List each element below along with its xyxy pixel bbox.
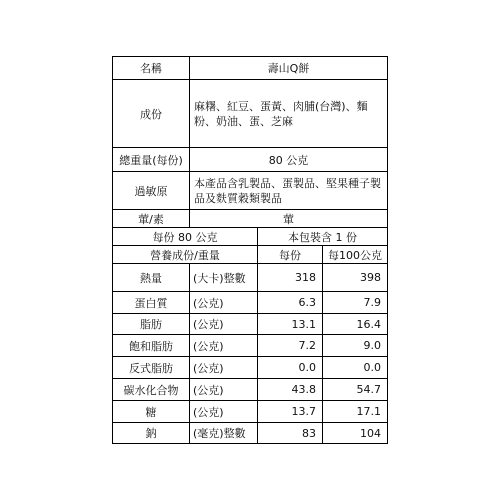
nutrient-name: 反式脂肪 bbox=[129, 361, 173, 375]
product-label-table bbox=[112, 56, 388, 444]
nutrition-row bbox=[113, 313, 387, 334]
nutrient-unit: (公克) bbox=[189, 314, 257, 334]
nutrition-rows bbox=[113, 263, 387, 443]
nutrient-per-serving: 0.0 bbox=[257, 357, 322, 378]
nutrient-unit: (公克) bbox=[189, 335, 257, 356]
nutrient-per-100g: 9.0 bbox=[322, 335, 387, 356]
nutrient-unit: (公克) bbox=[189, 401, 257, 422]
allergen-value: 本產品含乳製品、蛋製品、堅果種子製品及麩質穀類製品 bbox=[189, 172, 387, 209]
veg-row bbox=[113, 209, 387, 227]
nutrient-per-serving: 6.3 bbox=[257, 292, 322, 313]
nutrient-per-100g: 104 bbox=[322, 423, 387, 443]
allergen-header: 過敏原 bbox=[134, 184, 168, 198]
nutrient-per-serving: 43.8 bbox=[257, 379, 322, 400]
name-row bbox=[113, 57, 387, 79]
nutrition-row bbox=[113, 263, 387, 291]
nutrient-unit: (毫克)整數 bbox=[189, 423, 257, 443]
nutrient-unit: (公克) bbox=[189, 379, 257, 400]
nutrient-per-100g: 54.7 bbox=[322, 379, 387, 400]
nutrient-per-serving: 7.2 bbox=[257, 335, 322, 356]
nutrient-name: 飽和脂肪 bbox=[129, 339, 173, 353]
nutrition-row bbox=[113, 291, 387, 313]
nutrient-per-serving: 83 bbox=[257, 423, 322, 443]
nutrient-name: 碳水化合物 bbox=[123, 383, 179, 397]
nutrient-unit: (公克) bbox=[189, 292, 257, 313]
nutrient-name: 糖 bbox=[145, 405, 157, 419]
nutrient-per-100g: 17.1 bbox=[322, 401, 387, 422]
nutrient-per-100g: 7.9 bbox=[322, 292, 387, 313]
weight-row bbox=[113, 147, 387, 171]
nutrient-per-serving: 13.1 bbox=[257, 314, 322, 334]
nutrient-name: 鈉 bbox=[145, 427, 157, 440]
nutrient-name: 熱量 bbox=[140, 271, 162, 285]
nutrient-name: 蛋白質 bbox=[134, 296, 168, 310]
serving-size: 每份 80 公克 bbox=[152, 230, 218, 244]
nutrient-unit: (大卡)整數 bbox=[189, 264, 257, 291]
nutrient-per-serving: 13.7 bbox=[257, 401, 322, 422]
nutrition-row bbox=[113, 400, 387, 422]
ingredients-row bbox=[113, 79, 387, 147]
nutrient-unit: (公克) bbox=[189, 357, 257, 378]
nutrition-row bbox=[113, 378, 387, 400]
nutrition-col-per-100g: 每100公克 bbox=[322, 246, 387, 263]
nutrition-col-per-serving: 每份 bbox=[257, 246, 322, 263]
veg-header: 葷/素 bbox=[138, 212, 164, 226]
allergen-row bbox=[113, 171, 387, 209]
nutrition-col-name: 營養成份/重量 bbox=[150, 248, 220, 262]
nutrient-per-100g: 398 bbox=[322, 264, 387, 291]
name-value: 壽山Q餅 bbox=[189, 57, 387, 79]
nutrient-per-100g: 0.0 bbox=[322, 357, 387, 378]
nutrient-name: 脂肪 bbox=[140, 318, 162, 331]
nutrition-header-row bbox=[113, 245, 387, 263]
ingredients-header: 成份 bbox=[140, 107, 162, 121]
nutrition-row bbox=[113, 334, 387, 356]
serving-row bbox=[113, 227, 387, 245]
weight-value: 80 公克 bbox=[189, 148, 387, 171]
name-header: 名稱 bbox=[140, 62, 162, 75]
ingredients-value: 麻糬、紅豆、蛋黃、肉脯(台灣)、麵粉、奶油、蛋、芝麻 bbox=[189, 80, 387, 147]
servings-per-pack: 本包裝含 1 份 bbox=[257, 228, 387, 245]
nutrient-per-100g: 16.4 bbox=[322, 314, 387, 334]
nutrition-row bbox=[113, 356, 387, 378]
nutrient-per-serving: 318 bbox=[257, 264, 322, 291]
veg-value: 葷 bbox=[189, 210, 387, 227]
nutrition-row bbox=[113, 422, 387, 443]
weight-header: 總重量(每份) bbox=[119, 153, 183, 167]
